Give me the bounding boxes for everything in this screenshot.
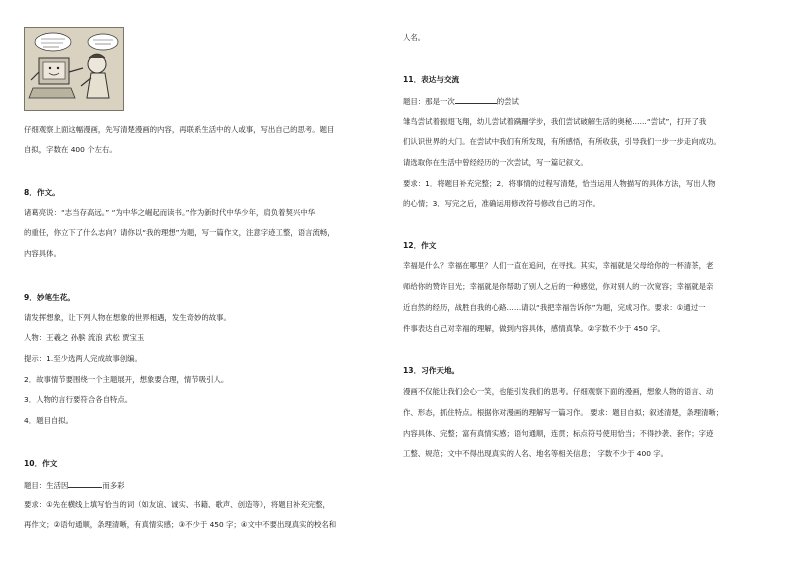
q12-title: 12．作文	[403, 241, 437, 250]
q9-line: 2．故事情节要围绕一个主题展开，想象要合理，情节吸引人。	[24, 375, 229, 384]
q13-line: 作、形态，抓住特点。根据你对漫画的理解写一篇习作。 要求：题目自拟；叙述清楚，条理清晰；	[403, 408, 724, 417]
q13-line: 工整、规范；文中不得出现真实的人名、地名等相关信息； 字数不少于 400 字。	[403, 449, 669, 458]
q12-line: 师给你的赞许目光；幸福就是你帮助了别人之后的一种感觉，你对别人的一次宽容；幸福就是亲	[403, 282, 714, 291]
q10-line: 再作文；②语句通顺，条理清晰，有真情实感；③不少于 450 字；④文中不要出现真实的校名和	[24, 520, 337, 529]
q10-blank[interactable]	[68, 479, 102, 488]
q12-line: 幸福是什么？幸福在哪里？人们一直在追问，在寻找。其实，幸福就是父母给你的一杯清茶，老	[403, 261, 714, 270]
q12-line: 件事表达自己对幸福的理解，做到内容具体，感情真挚。②字数不少于 450 字。	[403, 324, 665, 333]
q8-line: 诸葛亮说：“志当存高远。” “为中华之崛起而读书。”作为新时代中华少年，肩负着契兴中华	[24, 208, 316, 217]
q13-title: 13．习作天地。	[403, 366, 460, 375]
comic-illustration	[24, 27, 124, 111]
q8-line: 内容具体。	[24, 249, 61, 258]
q11-line: 要求：1．将题目补充完整；2．将事情的过程写清楚，恰当运用人物描写的具体方法，写出人物	[403, 179, 716, 188]
q10-topic	[24, 479, 125, 491]
q13-line: 漫画不仅能让我们会心一笑，也能引发我们的思考。仔细观察下面的漫画，想象人物的语言、动	[403, 387, 714, 396]
q8-title: 8．作文。	[24, 188, 60, 197]
q11-line: 的心情；3．写完之后，准确运用修改符号修改自己的习作。	[403, 199, 600, 208]
comic-drawing	[25, 28, 124, 111]
q9-line: 4．题目自拟。	[24, 416, 74, 425]
q12-line: 近自然的经历，战胜自我的心路……请以“我把幸福告诉你”为题，完成习作。要求：①通过一	[403, 303, 706, 312]
q11-topic-suffix: 的尝试	[496, 97, 519, 106]
q9-line: 提示：1.至少选两人完成故事创编。	[24, 354, 142, 363]
q9-title: 9．妙笔生花。	[24, 293, 75, 302]
q11-line: 雏鸟尝试着振翅飞翔，幼儿尝试着蹒跚学步，我们尝试破解生活的奥秘……“尝试”，打开了我	[403, 117, 707, 126]
q9-line: 请发挥想象，让下列人物在想象的世界相遇，发生奇妙的故事。	[24, 313, 231, 322]
q10-line: 要求：①先在横线上填写恰当的词（如友谊、诚实、书籍、歌声、创造等），将题目补充完整，	[24, 500, 330, 509]
intro-line-2: 自拟，字数在 400 个左右。	[24, 145, 117, 154]
q11-line: 们认识世界的大门。在尝试中我们有所发现，有所感悟，有所收获，引导我们一步一步走向成功。	[403, 137, 721, 146]
q13-line: 内容具体、完整；富有真情实感；语句通顺，连贯；标点符号使用恰当；不得抄袭、套作；字迹	[403, 429, 714, 438]
q11-title: 11．表达与交流	[403, 75, 460, 84]
q10-topic-prefix: 题目：生活因	[24, 481, 69, 490]
q9-line: 人物：王羲之 孙膑 流浪 武松 贾宝玉	[24, 333, 145, 342]
intro-line-1: 仔细观察上面这幅漫画，先写清楚漫画的内容，再联系生活中的人或事，写出自己的思考。题目	[24, 125, 335, 134]
q9-line: 3．人物的言行要符合各自特点。	[24, 395, 133, 404]
q11-line: 请选取你在生活中曾经经历的一次尝试，写一篇记叙文。	[403, 158, 588, 167]
q10-topic-suffix: 而多彩	[102, 481, 125, 490]
q11-blank[interactable]	[455, 95, 497, 104]
q8-line: 的重任，你立下了什么志向？请你以“我的理想”为题，写一篇作文，注意字迹工整，语言流畅，	[24, 228, 335, 237]
q10-title: 10．作文	[24, 459, 58, 468]
q11-topic-prefix: 题目：那是一次	[403, 97, 455, 106]
q11-topic	[403, 95, 519, 107]
continued-text: 人名。	[403, 33, 426, 42]
